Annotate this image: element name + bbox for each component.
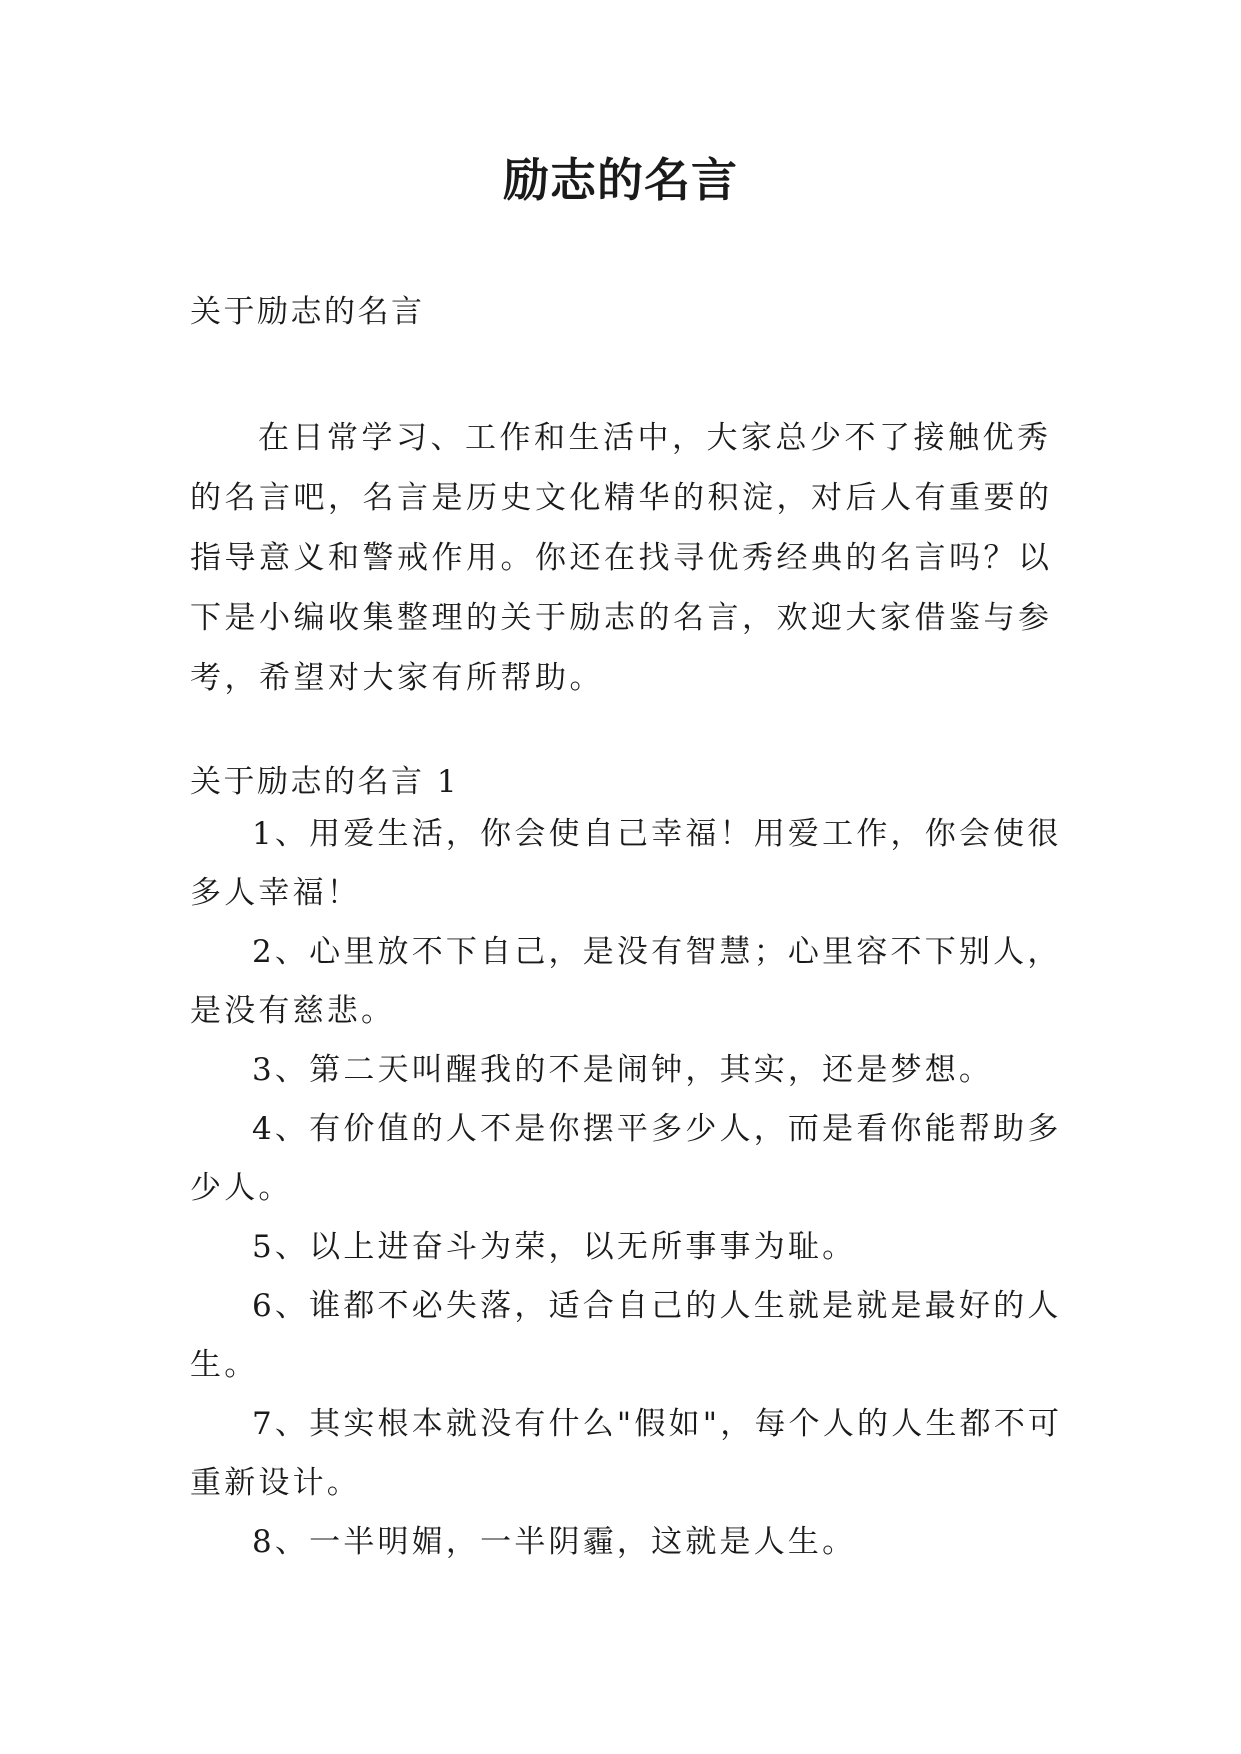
document-title: 励志的名言: [503, 153, 738, 207]
quote-item: 8、一半明媚，一半阴霾，这就是人生。: [252, 1524, 857, 1560]
quote-item: 1、用爱生活，你会使自己幸福！用爱工作，你会使很多人幸福！: [190, 816, 1062, 911]
quote-item: 5、以上进奋斗为荣，以无所事事为耻。: [252, 1229, 857, 1265]
quote-item: 7、其实根本就没有什么"假如"，每个人的人生都不可重新设计。: [190, 1406, 1063, 1501]
intro-paragraph: 在日常学习、工作和生活中，大家总少不了接触优秀的名言吧，名言是历史文化精华的积淀，对后人有重要的指导意义和警戒作用。你还在找寻优秀经典的名言吗？以下是小编收集整理的关于励志的名言，欢迎大家借鉴与参考，希望对大家有所帮助。: [190, 420, 1053, 696]
document-subtitle: 关于励志的名言: [190, 294, 425, 330]
quote-item: 2、心里放不下自己，是没有智慧；心里容不下别人，是没有慈悲。: [190, 934, 1062, 1029]
quote-list: [190, 805, 1070, 1572]
quote-item: 4、有价值的人不是你摆平多少人，而是看你能帮助多少人。: [190, 1111, 1062, 1206]
section-heading: 关于励志的名言 1: [190, 764, 460, 800]
quote-item: 6、谁都不必失落，适合自己的人生就是就是最好的人生。: [190, 1288, 1062, 1383]
quote-item: 3、第二天叫醒我的不是闹钟，其实，还是梦想。: [252, 1052, 994, 1088]
